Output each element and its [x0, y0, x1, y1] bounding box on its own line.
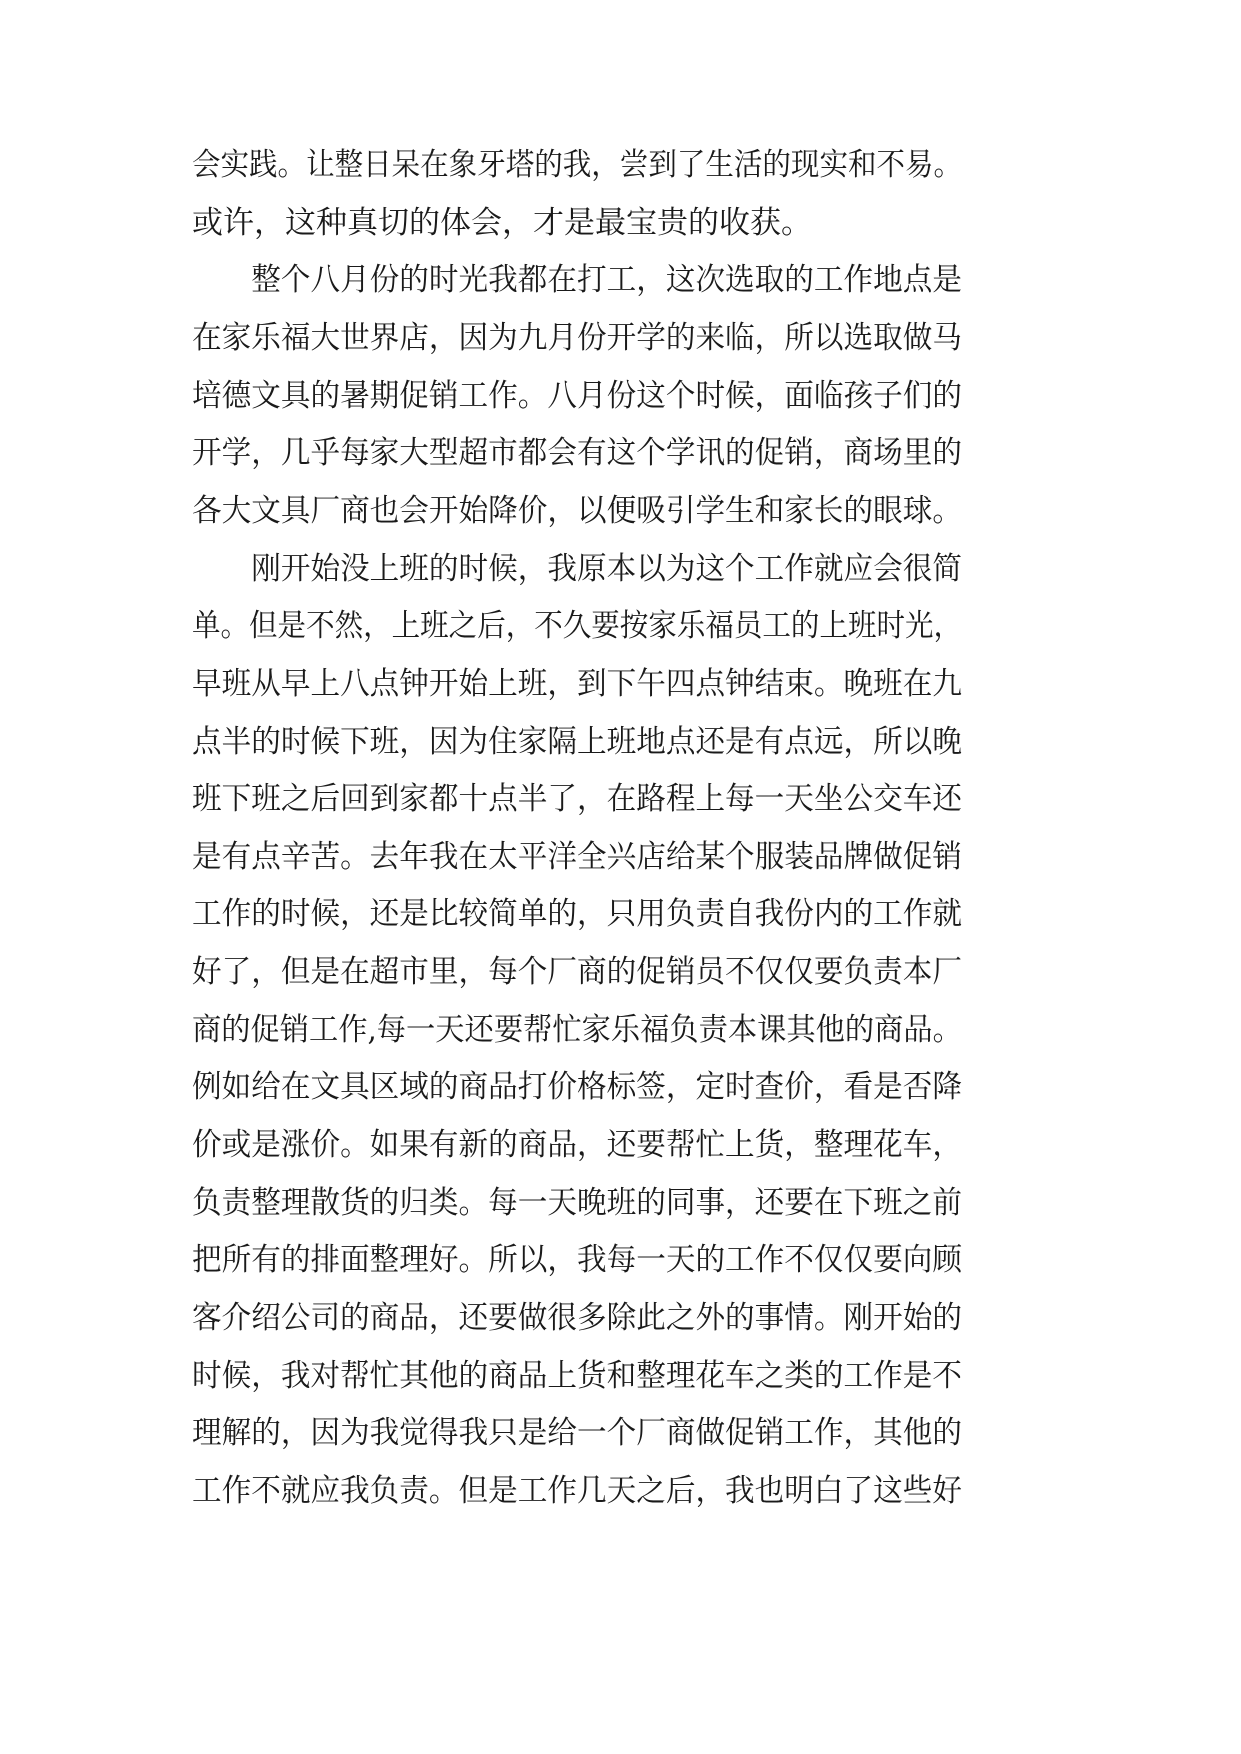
- text-line: 理解的，因为我觉得我只是给一个厂商做促销工作，其他的: [192, 1415, 962, 1452]
- text-line: 各大文具厂商也会开始降价，以便吸引学生和家长的眼球。: [192, 492, 962, 529]
- text-line: 是有点辛苦。去年我在太平洋全兴店给某个服装品牌做促销: [192, 838, 962, 875]
- text-line: 负责整理散货的归类。每一天晚班的同事，还要在下班之前: [192, 1184, 962, 1221]
- text-line: 工作的时候，还是比较简单的，只用负责自我份内的工作就: [192, 896, 962, 933]
- text-line: 例如给在文具区域的商品打价格标签，定时查价，看是否降: [192, 1069, 962, 1106]
- text-line: 工作不就应我负责。但是工作几天之后，我也明白了这些好: [192, 1472, 962, 1509]
- text-line: 早班从早上八点钟开始上班，到下午四点钟结束。晚班在九: [192, 665, 962, 702]
- text-line: 在家乐福大世界店，因为九月份开学的来临，所以选取做马: [192, 319, 962, 356]
- text-line: 会实践。让整日呆在象牙塔的我，尝到了生活的现实和不易。: [192, 147, 963, 183]
- text-line: 价或是涨价。如果有新的商品，还要帮忙上货，整理花车，: [192, 1127, 962, 1164]
- text-line: 刚开始没上班的时候，我原本以为这个工作就应会很简: [192, 550, 962, 587]
- text-line: 单。但是不然，上班之后，不久要按家乐福员工的上班时光，: [192, 608, 963, 645]
- text-line: 客介绍公司的商品，还要做很多除此之外的事情。刚开始的: [192, 1300, 962, 1336]
- text-line: 整个八月份的时光我都在打工，这次选取的工作地点是: [192, 262, 962, 299]
- text-line: 把所有的排面整理好。所以，我每一天的工作不仅仅要向顾: [192, 1242, 962, 1279]
- text-line: 培德文具的暑期促销工作。八月份这个时候，面临孩子们的: [192, 377, 962, 414]
- text-line: 开学，几乎每家大型超市都会有这个学讯的促销，商场里的: [192, 435, 962, 472]
- text-line: 时候，我对帮忙其他的商品上货和整理花车之类的工作是不: [192, 1357, 962, 1394]
- text-line: 商的促销工作,每一天还要帮忙家乐福负责本课其他的商品。: [192, 1011, 962, 1048]
- text-line: 班下班之后回到家都十点半了，在路程上每一天坐公交车还: [192, 781, 962, 818]
- text-line: 或许，这种真切的体会，才是最宝贵的收获。: [192, 204, 812, 241]
- text-line: 点半的时候下班，因为住家隔上班地点还是有点远，所以晚: [192, 723, 962, 760]
- text-line: 好了，但是在超市里，每个厂商的促销员不仅仅要负责本厂: [192, 954, 962, 991]
